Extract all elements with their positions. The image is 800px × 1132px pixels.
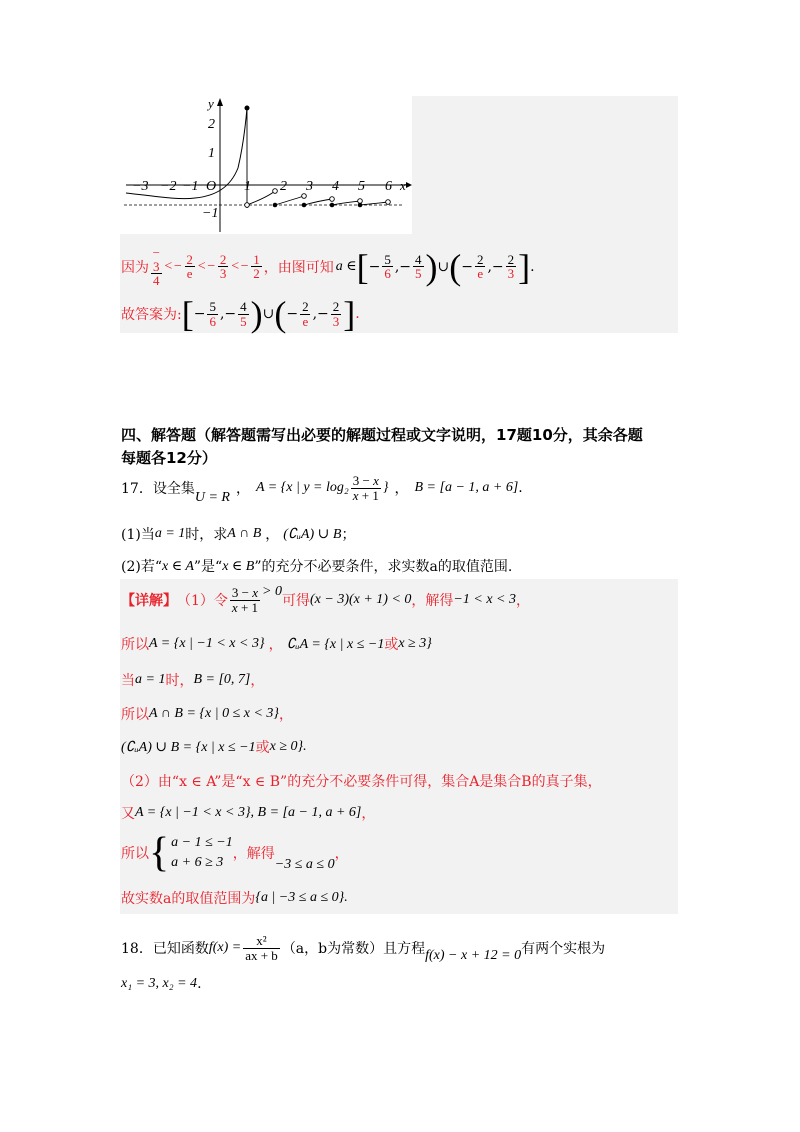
s8-row1: a − 1 ≤ −1: [171, 835, 233, 850]
section4-title-line2: 每题各12分）: [121, 449, 217, 467]
sol-line7: 又 A = {x | −1 < x < 3}, B = [a − 1, a + 6] ，: [121, 805, 376, 822]
s8-result: −3 ≤ a ≤ 0: [274, 857, 335, 872]
y-tick-label: 2: [208, 117, 215, 132]
part2-mid: ”是“: [193, 559, 223, 575]
solution-top-line1: 因为 − $\frac{3}{4}$ <− $\frac{2}{e}$ <− $\frac{2}{3}$ <− $\frac{1}{2}$ ，由图可知 a ∈ [ − $\frac{5}{6}$ ,− $\frac{4}{5}$ ) ∪ ( − $\frac{2}{e}$ ,− $\frac{2}{3}$ ] .: [121, 245, 535, 289]
x-tick-label: 4: [332, 179, 339, 194]
q18-func-num: x²: [256, 933, 267, 948]
q18-equation: f(x) − x + 12 = 0: [425, 948, 522, 964]
function-graph-plot: [120, 96, 412, 234]
part2-cond1: x ∈ A: [162, 558, 194, 574]
s7-sets: A = {x | −1 < x < 3}, B = [a − 1, a + 6]: [135, 805, 362, 820]
part2-suffix: ”的充分不必要条件，求实数a的取值范围.: [254, 559, 513, 575]
x-tick-label: 6: [385, 179, 392, 194]
line2-prefix: 故答案为:: [121, 307, 182, 323]
sol-line2: 所以 A = {x | −1 < x < 3} ， ∁ᵤA = {x | x ≤ −1 或 x ≥ 3}: [121, 636, 432, 653]
y-tick-label: 1: [208, 146, 215, 161]
s9-prefix: 故实数a的取值范围为: [121, 891, 256, 907]
s4-prefix: 所以: [121, 707, 149, 723]
s8-prefix: 所以: [121, 846, 149, 862]
x-tick-label: 2: [280, 179, 287, 194]
q18-statement: [121, 934, 605, 962]
sol-line4: 所以 A ∩ B = {x | 0 ≤ x < 3} ，: [121, 706, 294, 723]
solution-top-line2: 故答案为: [ − $\frac{5}{6}$ ,− $\frac{4}{5}$ ) ∪ ( − $\frac{2}{e}$ ,− $\frac{2}{3}$ ] .: [121, 294, 360, 334]
s1-mid2: ，解得: [411, 593, 454, 610]
s4-result: A ∩ B = {x | 0 ≤ x < 3}: [149, 706, 280, 721]
q18-func-den: ax + b: [245, 947, 278, 963]
q17-setB: B = [a − 1, a + 6]: [414, 480, 519, 496]
s1-result: −1 < x < 3: [453, 592, 516, 608]
s2-CA: ∁ᵤA = {x | x ≤ −1: [286, 636, 385, 652]
s2-A: A = {x | −1 < x < 3}: [149, 636, 265, 651]
s2-prefix: 所以: [121, 637, 149, 653]
s3-prefix: 当: [121, 673, 135, 689]
s2-CA-end: x ≥ 3}: [398, 636, 432, 651]
sol-line6: （2）由“x ∈ A”是“x ∈ B”的充分不必要条件可得，集合A是集合B的真子集，: [121, 774, 602, 790]
s7-prefix: 又: [121, 806, 135, 822]
part1-a: a = 1: [154, 526, 186, 541]
segment-3: [304, 199, 332, 205]
sol-line9: [121, 888, 348, 908]
x-axis-arrow: [406, 182, 412, 188]
q17-statement: 17．设全集 U = R ， A = {x | y = log₂ $\frac{3 - x}{x + 1}$ } ， B = [a − 1, a + 6] .: [121, 473, 523, 506]
q17-setA: A = {x | y = log₂: [255, 480, 349, 496]
s5-result: (∁ᵤA) ∪ B = {x | x ≤ −1: [121, 739, 256, 755]
y-axis-label: y: [208, 96, 214, 111]
sol-line1: 【详解】 （1）令 $\frac{3 - x}{x + 1}$ > 0 可得 (x − 3)(x + 1) < 0 ，解得 −1 < x < 3 ，: [121, 584, 530, 615]
s3-B: B = [0, 7]: [193, 672, 251, 687]
y-axis-arrow: [217, 98, 223, 106]
q17-universe: U = R: [194, 490, 230, 506]
segment-2: [275, 196, 304, 205]
q18-suffix: 有两个实根为: [521, 941, 606, 958]
x-tick-label: −1: [182, 179, 199, 194]
s1-mid: 可得: [282, 593, 310, 610]
q17-intro: 17．设全集: [121, 481, 195, 498]
sol-line8: 所以 { a − 1 ≤ −1 a + 6 ≥ 3 ，解得 −3 ≤ a ≤ 0 ，: [121, 830, 349, 876]
solution-tag: 【详解】: [121, 593, 177, 610]
part2-cond2: x ∈ B: [222, 558, 255, 574]
q18-func: f(x) =: [208, 940, 242, 956]
line1-prefix: 因为: [121, 259, 149, 276]
q17-part1: (1)当 a = 1 时，求 A ∩ B ， (∁ᵤA) ∪ B ；: [121, 526, 356, 543]
x-tick-label: O: [206, 179, 217, 194]
x-tick-label: 1: [244, 179, 251, 194]
part2-prefix: (2)若“: [121, 559, 162, 575]
x-tick-label: 3: [306, 179, 313, 194]
x-tick-label: −2: [160, 179, 177, 194]
line1-mid: ，由图可知: [263, 259, 334, 276]
segment-5: [360, 202, 388, 205]
section4-title-line1: 四、解答题（解答题需写出必要的解题过程或文字说明，17题10分，其余各题: [121, 426, 643, 444]
s3-mid: 时，: [165, 673, 194, 689]
q17-part2: [121, 556, 512, 576]
part1-expr2: (∁ᵤA) ∪ B: [283, 526, 342, 542]
s1-prefix: （1）令: [177, 593, 228, 610]
s1-gt0: > 0: [262, 584, 282, 600]
q18-mid: （a，b为常数）且方程: [281, 941, 426, 958]
s8-mid: ，解得: [232, 846, 275, 862]
s5-or: 或: [255, 740, 270, 756]
sol-line5: [121, 737, 307, 757]
s2-or: 或: [384, 637, 399, 653]
inequality-system: { a − 1 ≤ −1 a + 6 ≥ 3: [149, 830, 233, 876]
s9-result: {a | −3 ≤ a ≤ 0}.: [255, 890, 348, 905]
x-tick-label: 5: [358, 179, 365, 194]
s3-a: a = 1: [135, 672, 166, 687]
q18-roots: x₁ = 3, x₂ = 4: [121, 976, 198, 991]
part1-mid: 时，求: [185, 527, 228, 543]
segment-1: [247, 191, 275, 205]
sol-line3: 当 a = 1 时， B = [0, 7] ，: [121, 672, 265, 689]
s1-product: (x − 3)(x + 1) < 0: [310, 592, 412, 608]
x-tick-label: −3: [132, 179, 149, 194]
segment-4: [332, 201, 360, 205]
s5-end: x ≥ 0}.: [269, 739, 307, 754]
x-axis-label: x: [400, 178, 406, 193]
y-tick-label: −1: [202, 206, 219, 221]
frac: − $\frac{3}{4}$: [152, 245, 160, 289]
q18-roots-line: x₁ = 3, x₂ = 4 .: [121, 976, 202, 992]
s8-row2: a + 6 ≥ 3: [171, 855, 224, 870]
part1-expr1: A ∩ B: [227, 526, 262, 541]
q18-intro: 18．已知函数: [121, 941, 209, 958]
part1-prefix: (1)当: [121, 527, 155, 543]
